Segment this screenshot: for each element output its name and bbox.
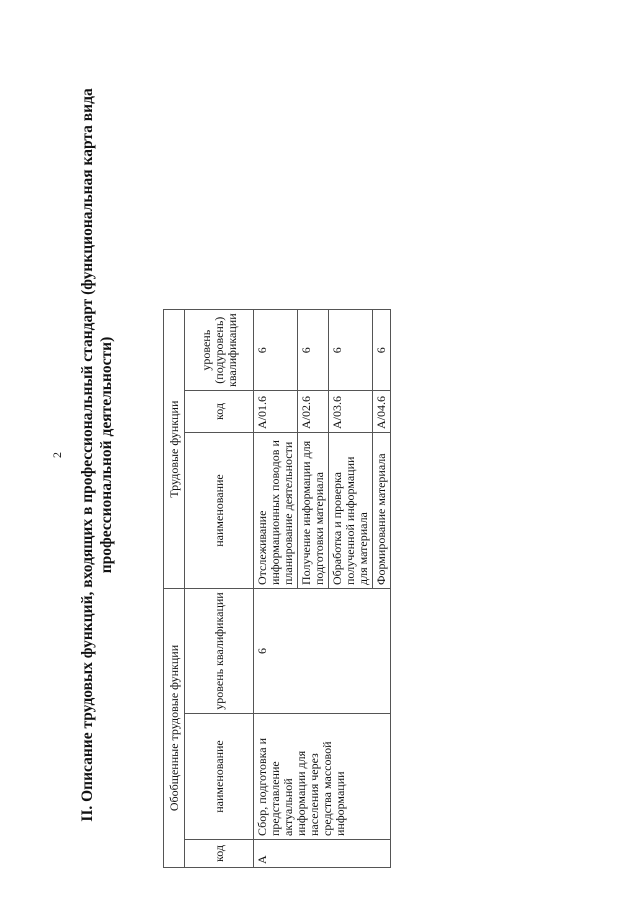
col-header-level: уровень квалификации xyxy=(185,589,254,714)
gtf-level-cell: 6 xyxy=(254,589,391,714)
page-number: 2 xyxy=(50,452,64,458)
gtf-code-cell: А xyxy=(254,840,391,868)
gtf-name-cell: Сбор, подготовка и представление актуальной информации для населения через средства массовой информации xyxy=(254,714,391,840)
tf-name-cell: Обработка и проверка полученной информации для материала xyxy=(329,433,373,589)
functional-map-table xyxy=(163,309,391,868)
tf-name-cell: Формирование материала xyxy=(373,433,391,589)
col-header-name: наименование xyxy=(185,714,254,840)
table-row xyxy=(254,310,298,868)
tf-code-cell: A/01.6 xyxy=(254,391,298,433)
tf-code-cell: A/04.6 xyxy=(373,391,391,433)
table-column-header-row xyxy=(185,310,254,868)
title-line-2: профессиональной деятельности) xyxy=(98,336,115,574)
col-header-tf-level: уровень (подуровень) квалификации xyxy=(185,310,254,391)
col-header-code: код xyxy=(185,840,254,868)
tf-level-cell: 6 xyxy=(373,310,391,391)
tf-code-cell: A/03.6 xyxy=(329,391,373,433)
group-header-generalized: Обобщенные трудовые функции xyxy=(164,589,185,868)
col-header-tf-name: наименование xyxy=(185,433,254,589)
tf-level-cell: 6 xyxy=(329,310,373,391)
table-group-header-row xyxy=(164,310,185,868)
tf-level-cell: 6 xyxy=(254,310,298,391)
col-header-tf-code: код xyxy=(185,391,254,433)
group-header-labor-functions: Трудовые функции xyxy=(164,310,185,589)
tf-level-cell: 6 xyxy=(298,310,329,391)
tf-name-cell: Отслеживание информационных поводов и планирование деятельности xyxy=(254,433,298,589)
title-line-1: II. Описание трудовых функций, входящих в профессиональный стандарт (функциональная карта вида xyxy=(79,88,96,822)
section-title xyxy=(78,45,116,865)
tf-code-cell: A/02.6 xyxy=(298,391,329,433)
tf-name-cell: Получение информации для подготовки материала xyxy=(298,433,329,589)
